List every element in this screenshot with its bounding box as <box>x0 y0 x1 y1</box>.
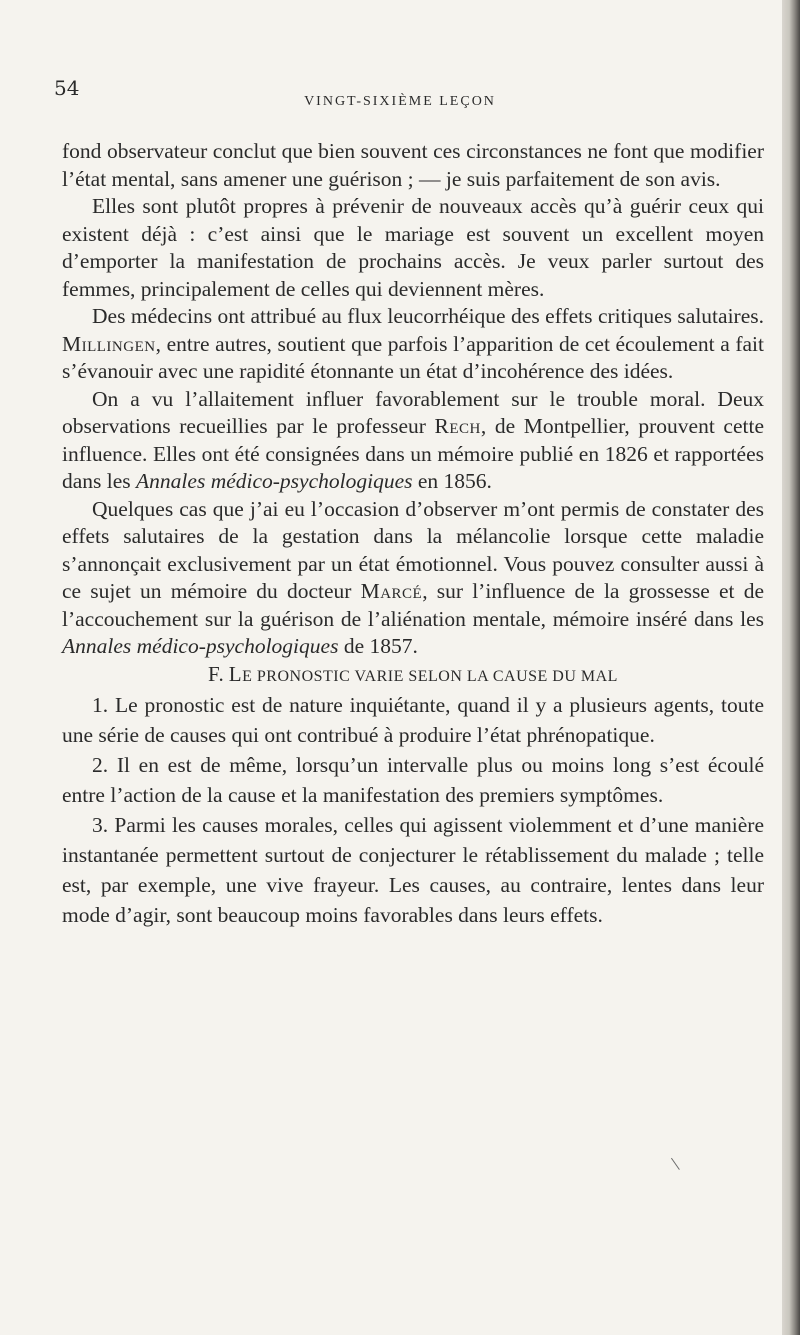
section-letter: F. <box>208 661 225 686</box>
page-edge-shadow <box>782 0 800 1335</box>
author-name-marce: Marcé <box>360 579 423 603</box>
paragraph-2: Elles sont plutôt propres à prévenir de nouveaux accès qu’à guérir ceux qui existent déjà : c’est ainsi que le mariage est souvent un excellent moyen d’emporter la manifestation de prochains accès. Je veux parler surtout des femmes, principalement de celles qui deviennent mères. <box>62 194 764 301</box>
paragraph-5-text-c: de 1857. <box>338 634 418 658</box>
paragraph-3-text-a: Des médecins ont attribué au flux leucorrhéique des effets critiques salutaires. <box>92 304 764 328</box>
body-text <box>62 138 764 930</box>
section-heading <box>62 661 764 691</box>
paragraph-4-text-c: en 1856. <box>412 469 492 493</box>
section-title-initial: L <box>228 661 243 686</box>
section-title: E PRONOSTIC VARIE SELON LA CAUSE DU MAL <box>242 667 618 685</box>
paragraph-4-text-b: , de Montpellier, prouvent cette influence. Elles ont été consignées dans un mémoire publié en 1826 et rapportées dans les <box>62 414 764 493</box>
running-head: VINGT-SIXIÈME LEÇON <box>304 94 496 109</box>
paragraph-4 <box>62 386 764 496</box>
page-number: 54 <box>54 76 80 100</box>
list-item: 1. Le pronostic est de nature inquiétante, quand il y a plusieurs agents, toute une série de causes qui ont contribué à produire l’état phrénopatique. <box>62 693 764 747</box>
author-name-millingen: Millingen <box>62 331 156 356</box>
paragraph-1: fond observateur conclut que bien souvent ces circonstances ne font que modifier l’état mental, sans amener une guérison ; — je suis parfaitement de son avis. <box>62 139 764 191</box>
paragraph-3-text-b: , entre autres, soutient que parfois l’apparition de cet écoulement a fait s’évanouir avec une rapidité étonnante un état d’incohérence des idées. <box>62 331 764 383</box>
list-item: 2. Il en est de même, lorsqu’un intervalle plus ou moins long s’est écoulé entre l’action de la cause et la manifestation des premiers symptômes. <box>62 753 764 807</box>
paragraph-4-text-a: On a vu l’allaitement influer favorablement sur le trouble moral. Deux observations recueillies par le professeur <box>62 386 764 438</box>
paragraph-3 <box>62 303 764 386</box>
author-name-rech: Rech <box>434 414 481 438</box>
paragraph-5 <box>62 496 764 661</box>
journal-title: Annales médico-psychologiques <box>136 469 413 493</box>
paragraph-5-text-b: , sur l’influence de la grossesse et de l’accouchement sur la guérison de l’aliénation mentale, mémoire inséré dans les <box>62 579 764 631</box>
paragraph-5-text-a: Quelques cas que j’ai eu l’occasion d’observer m’ont permis de constater des effets salutaires de la gestation dans la mélancolie lorsque cette maladie s’annonçait exclusivement par un état émotionnel. Vous pouvez consulter aussi à ce sujet un mémoire du docteur <box>62 496 764 603</box>
numbered-list <box>62 690 764 930</box>
stray-pencil-mark <box>671 1152 688 1170</box>
journal-title: Annales médico-psychologiques <box>62 634 339 658</box>
list-item: 3. Parmi les causes morales, celles qui agissent violemment et d’une manière instantanée permettent surtout de conjecturer le rétablissement du malade ; telle est, par exemple, une vive frayeur. Les causes, au contraire, lentes dans leur mode d’agir, sont beaucoup moins favorables dans leurs effets. <box>62 813 764 927</box>
